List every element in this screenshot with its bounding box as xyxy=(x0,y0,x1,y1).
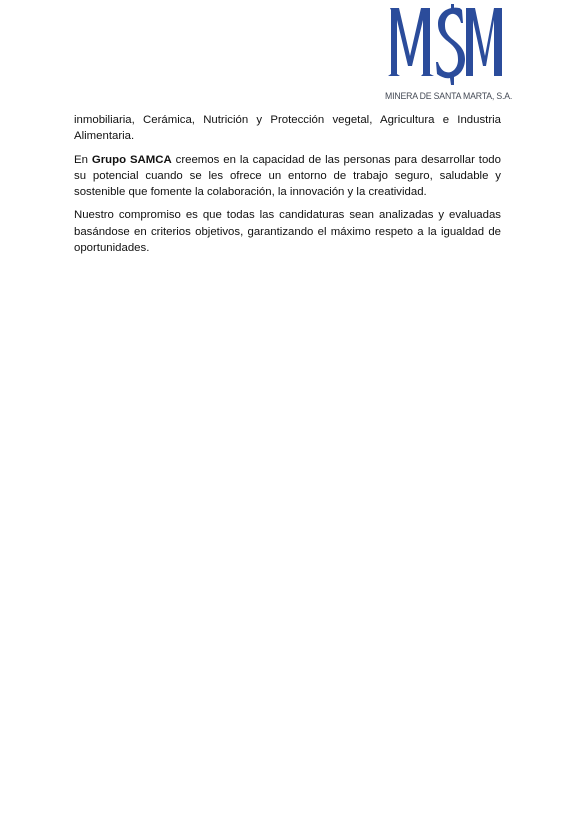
paragraph-sectors: inmobiliaria, Cerámica, Nutrición y Protección vegetal, Agricultura e Industria Alimentaria. xyxy=(74,114,501,143)
paragraph-rest: creemos en la capacidad de las personas para desarrollar todo su potencial cuando se les ofrece un entorno de trabajo seguro, saludable y sostenible que fomente la colaboración, la innovación y la creatividad. xyxy=(74,153,501,199)
company-logo xyxy=(385,4,513,104)
paragraph-commitment: Nuestro compromiso es que todas las candidaturas sean analizadas y evaluadas basándose en criterios objetivos, garantizando el máximo respeto a la igualdad de oportunidades. xyxy=(74,209,501,255)
company-name-bold: Grupo SAMCA xyxy=(91,153,172,166)
paragraph-prefix: En xyxy=(74,153,92,166)
logo-caption: MINERA DE SANTA MARTA, S.A. xyxy=(385,91,513,102)
document-body xyxy=(74,112,501,263)
msm-logo-mark-icon xyxy=(388,4,502,86)
paragraph-grupo-samca xyxy=(74,152,501,201)
